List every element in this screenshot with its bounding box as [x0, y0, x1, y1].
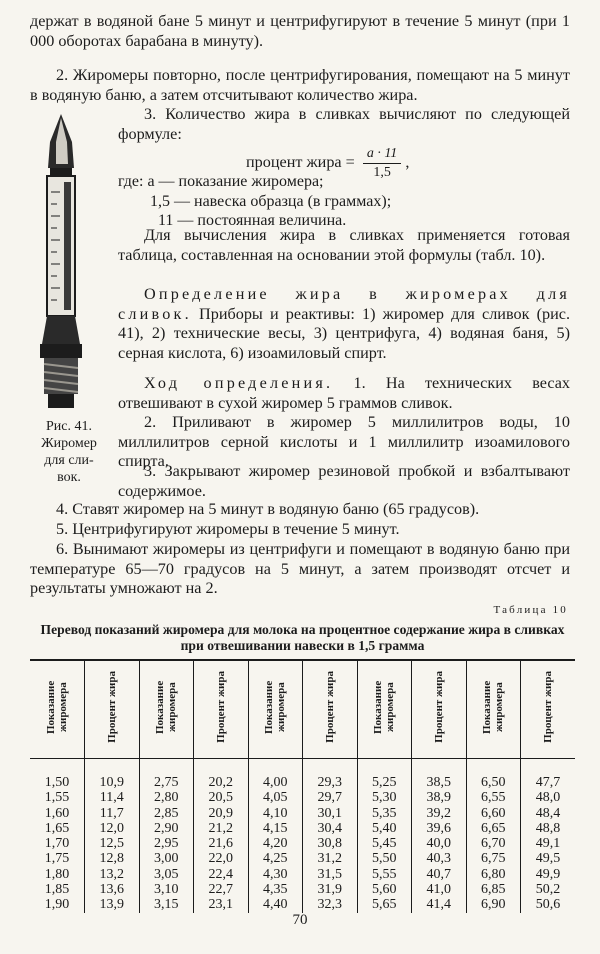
- page-number: 70: [292, 912, 308, 928]
- table-cell: 4,00: [248, 759, 303, 791]
- table-cell: 6,85: [466, 882, 521, 897]
- table-cell: 22,0: [194, 851, 249, 866]
- column-header-text: Процент жира: [432, 671, 445, 743]
- procedure-step-4: 4. Ставят жиромер на 5 минут в водяную баню (65 градусов).: [56, 500, 480, 518]
- table-cell: 13,2: [85, 867, 140, 882]
- table-cell: 5,50: [357, 851, 412, 866]
- table-cell: 49,5: [521, 851, 576, 866]
- column-header: [466, 660, 521, 759]
- table-cell: 12,8: [85, 851, 140, 866]
- column-header-text: Процент жира: [323, 671, 336, 743]
- table-cell: 21,2: [194, 821, 249, 836]
- table-cell: 4,25: [248, 851, 303, 866]
- column-header: [194, 660, 249, 759]
- formula-numerator: a · 11: [363, 146, 401, 164]
- column-header-text: Процент жира: [542, 671, 554, 743]
- table-row: [30, 836, 575, 851]
- table-cell: 1,65: [44, 820, 70, 836]
- column-header-text: Процент жира: [105, 671, 118, 743]
- column-header-text: Показание жиромера: [481, 680, 506, 734]
- column-header: [357, 660, 412, 759]
- table-cell: 23,1: [194, 897, 249, 912]
- definition-constant: 11 — постоянная величина.: [158, 212, 347, 230]
- table-cell: 47,7: [521, 759, 576, 791]
- table-cell: 1,60: [44, 805, 70, 821]
- table-cell: 6,60: [466, 806, 521, 821]
- paragraph-cream-method: [118, 285, 570, 363]
- column-header-text: Процент жира: [214, 671, 227, 743]
- table-row: [30, 759, 575, 791]
- table-cell: 32,3: [303, 897, 358, 912]
- table-cell: 1,80: [44, 866, 70, 882]
- table-cell: 38,5: [412, 759, 467, 791]
- table-cell: 10,9: [85, 759, 140, 791]
- table-header-row: [30, 660, 575, 759]
- butyrometer-illustration: [34, 112, 88, 414]
- table-row: [30, 897, 575, 912]
- table-row: [30, 851, 575, 866]
- column-header: [139, 660, 194, 759]
- column-header: [412, 660, 467, 759]
- procedure-step-2: 2. Приливают в жиромер 5 миллилитров воды, 10 миллилитров серной кислоты и 1 миллилитр изоамилового спирта.: [118, 413, 570, 471]
- table-cell: 2,80: [139, 790, 194, 805]
- table-cell: 6,90: [466, 897, 521, 912]
- procedure-step-1: 1. На технических весах отвешивают в сухой жиромер 5 граммов сливок.: [118, 374, 570, 412]
- table-cell: 5,55: [357, 867, 412, 882]
- table-cell: 5,30: [357, 790, 412, 805]
- table-cell: 30,4: [303, 821, 358, 836]
- table-cell: 5,60: [357, 882, 412, 897]
- table-cell: 5,35: [357, 806, 412, 821]
- column-header: [248, 660, 303, 759]
- table-cell: 1,70: [44, 836, 70, 852]
- table-cell: 48,8: [521, 821, 576, 836]
- table-cell: 40,7: [412, 867, 467, 882]
- formula-tail: ,: [405, 153, 410, 172]
- table-cell: 39,6: [412, 821, 467, 836]
- table-cell: 1,90: [44, 897, 70, 913]
- paragraph-procedure: [118, 374, 570, 413]
- table-row: [30, 821, 575, 836]
- table-cell: 20,9: [194, 806, 249, 821]
- table-cell: 1,55: [44, 790, 70, 806]
- table-row: [30, 790, 575, 805]
- table-cell: 40,0: [412, 836, 467, 851]
- column-header-text: Показание жиромера: [263, 680, 288, 734]
- table-cell: 6,65: [466, 821, 521, 836]
- table-row: [30, 867, 575, 882]
- table-cell: 29,7: [303, 790, 358, 805]
- table-cell: 5,25: [357, 759, 412, 791]
- table-cell: 4,30: [248, 867, 303, 882]
- column-header: [521, 660, 576, 759]
- table-cell: 3,15: [139, 897, 194, 912]
- table-cell: 13,9: [85, 897, 140, 912]
- table-cell: 4,20: [248, 836, 303, 851]
- caption-line: для сли-: [44, 453, 94, 468]
- table-cell: 31,9: [303, 882, 358, 897]
- section-heading-procedure: Ход определения.: [144, 374, 334, 392]
- procedure-step-3: 3. Закрывают жиромер резиновой пробкой и взбалтывают содержимое.: [118, 462, 570, 500]
- table-cell: 12,0: [85, 821, 140, 836]
- table-row: [30, 806, 575, 821]
- table-cell: 13,6: [85, 882, 140, 897]
- procedure-step-5: 5. Центрифугируют жиромеры в течение 5 минут.: [56, 520, 400, 538]
- column-header-text: Показание жиромера: [372, 680, 397, 734]
- table-cell: 50,6: [521, 897, 576, 912]
- table-cell: 22,4: [194, 867, 249, 882]
- table-cell: 40,3: [412, 851, 467, 866]
- table-title: Перевод показаний жиромера для молока на процентное содержание жира в сливках при отвешивании навески в 1,5 грамма: [40, 622, 565, 653]
- table-cell: 6,75: [466, 851, 521, 866]
- table-cell: 5,45: [357, 836, 412, 851]
- table-cell: 6,55: [466, 790, 521, 805]
- column-header: [85, 660, 140, 759]
- caption-line: Жиромер: [41, 436, 97, 451]
- table-cell: 1,85: [44, 882, 70, 898]
- table-cell: 4,15: [248, 821, 303, 836]
- column-header: [303, 660, 358, 759]
- table-label: Таблица 10: [493, 604, 568, 616]
- definition-a: где: a — показание жиромера;: [118, 173, 324, 190]
- table-cell: 6,80: [466, 867, 521, 882]
- formula-lhs: процент жира =: [246, 153, 355, 172]
- table-cell: 31,5: [303, 867, 358, 882]
- paragraph-continuation: держат в водяной бане 5 минут и центрифугируют в течение 5 минут (при 1 000 оборотах барабана в минуту).: [30, 12, 570, 50]
- table-cell: 49,9: [521, 867, 576, 882]
- equipment-list: Приборы и реактивы: 1) жиромер для сливок (рис. 41), 2) технические весы, 3) центрифуга, 4) водяная баня, 5) серная кислота, 6) изоамиловый спирт.: [118, 304, 570, 362]
- table-cell: 30,8: [303, 836, 358, 851]
- table-cell: 31,2: [303, 851, 358, 866]
- figure-caption: [26, 418, 112, 486]
- table-row: [30, 882, 575, 897]
- table-cell: 41,0: [412, 882, 467, 897]
- table-cell: 11,7: [85, 806, 140, 821]
- definition-sample: 1,5 — навеска образца (в граммах);: [150, 192, 392, 210]
- formula-denominator: 1,5: [373, 165, 391, 180]
- table-cell: 3,10: [139, 882, 194, 897]
- table-cell: 5,40: [357, 821, 412, 836]
- table-cell: 1,50: [44, 775, 70, 790]
- table-cell: 2,95: [139, 836, 194, 851]
- column-header-text: Показание жиромера: [154, 680, 179, 734]
- table-cell: 6,50: [466, 759, 521, 791]
- paragraph-step-3: 3. Количество жира в сливках вычисляют по следующей формуле:: [118, 105, 570, 143]
- section-heading-cream: Определение жира в жиромерах для сливок.: [118, 285, 570, 323]
- table-cell: 30,1: [303, 806, 358, 821]
- column-header: [30, 660, 85, 759]
- column-header-text: Показание жиромера: [45, 680, 69, 734]
- table-cell: 12,5: [85, 836, 140, 851]
- paragraph-step-2: 2. Жиромеры повторно, после центрифугирования, помещают на 5 минут в водяную баню, а затем отсчитывают количество жира.: [30, 66, 570, 104]
- table-cell: 20,2: [194, 759, 249, 791]
- table-cell: 21,6: [194, 836, 249, 851]
- table-cell: 41,4: [412, 897, 467, 912]
- table-cell: 11,4: [85, 790, 140, 805]
- paragraph-table-note: Для вычисления жира в сливках применяется готовая таблица, составленная на основании этой формулы (табл. 10).: [118, 226, 570, 264]
- table-cell: 6,70: [466, 836, 521, 851]
- table-cell: 4,40: [248, 897, 303, 912]
- formula-definitions: [118, 172, 391, 231]
- table-cell: 3,05: [139, 867, 194, 882]
- table-cell: 50,2: [521, 882, 576, 897]
- table-cell: 48,4: [521, 806, 576, 821]
- table-cell: 48,0: [521, 790, 576, 805]
- table-cell: 4,05: [248, 790, 303, 805]
- table-cell: 39,2: [412, 806, 467, 821]
- table-cell: 2,85: [139, 806, 194, 821]
- table-cell: 3,00: [139, 851, 194, 866]
- table-cell: 22,7: [194, 882, 249, 897]
- table-cell: 2,75: [139, 759, 194, 791]
- table-cell: 49,1: [521, 836, 576, 851]
- table-cell: 20,5: [194, 790, 249, 805]
- table-cell: 5,65: [357, 897, 412, 912]
- conversion-table: [30, 659, 575, 913]
- table-cell: 4,10: [248, 806, 303, 821]
- table-cell: 1,75: [44, 851, 70, 867]
- caption-line: Рис. 41.: [46, 419, 92, 434]
- table-cell: 2,90: [139, 821, 194, 836]
- caption-line: вок.: [57, 470, 81, 485]
- table-cell: 38,9: [412, 790, 467, 805]
- procedure-step-6: 6. Вынимают жиромеры из центрифуги и помещают в водяную баню при температуре 65—70 градусов на 5 минут, а затем производят отсчет и результаты умножают на 2.: [30, 540, 570, 598]
- table-cell: 4,35: [248, 882, 303, 897]
- table-cell: 29,3: [303, 759, 358, 791]
